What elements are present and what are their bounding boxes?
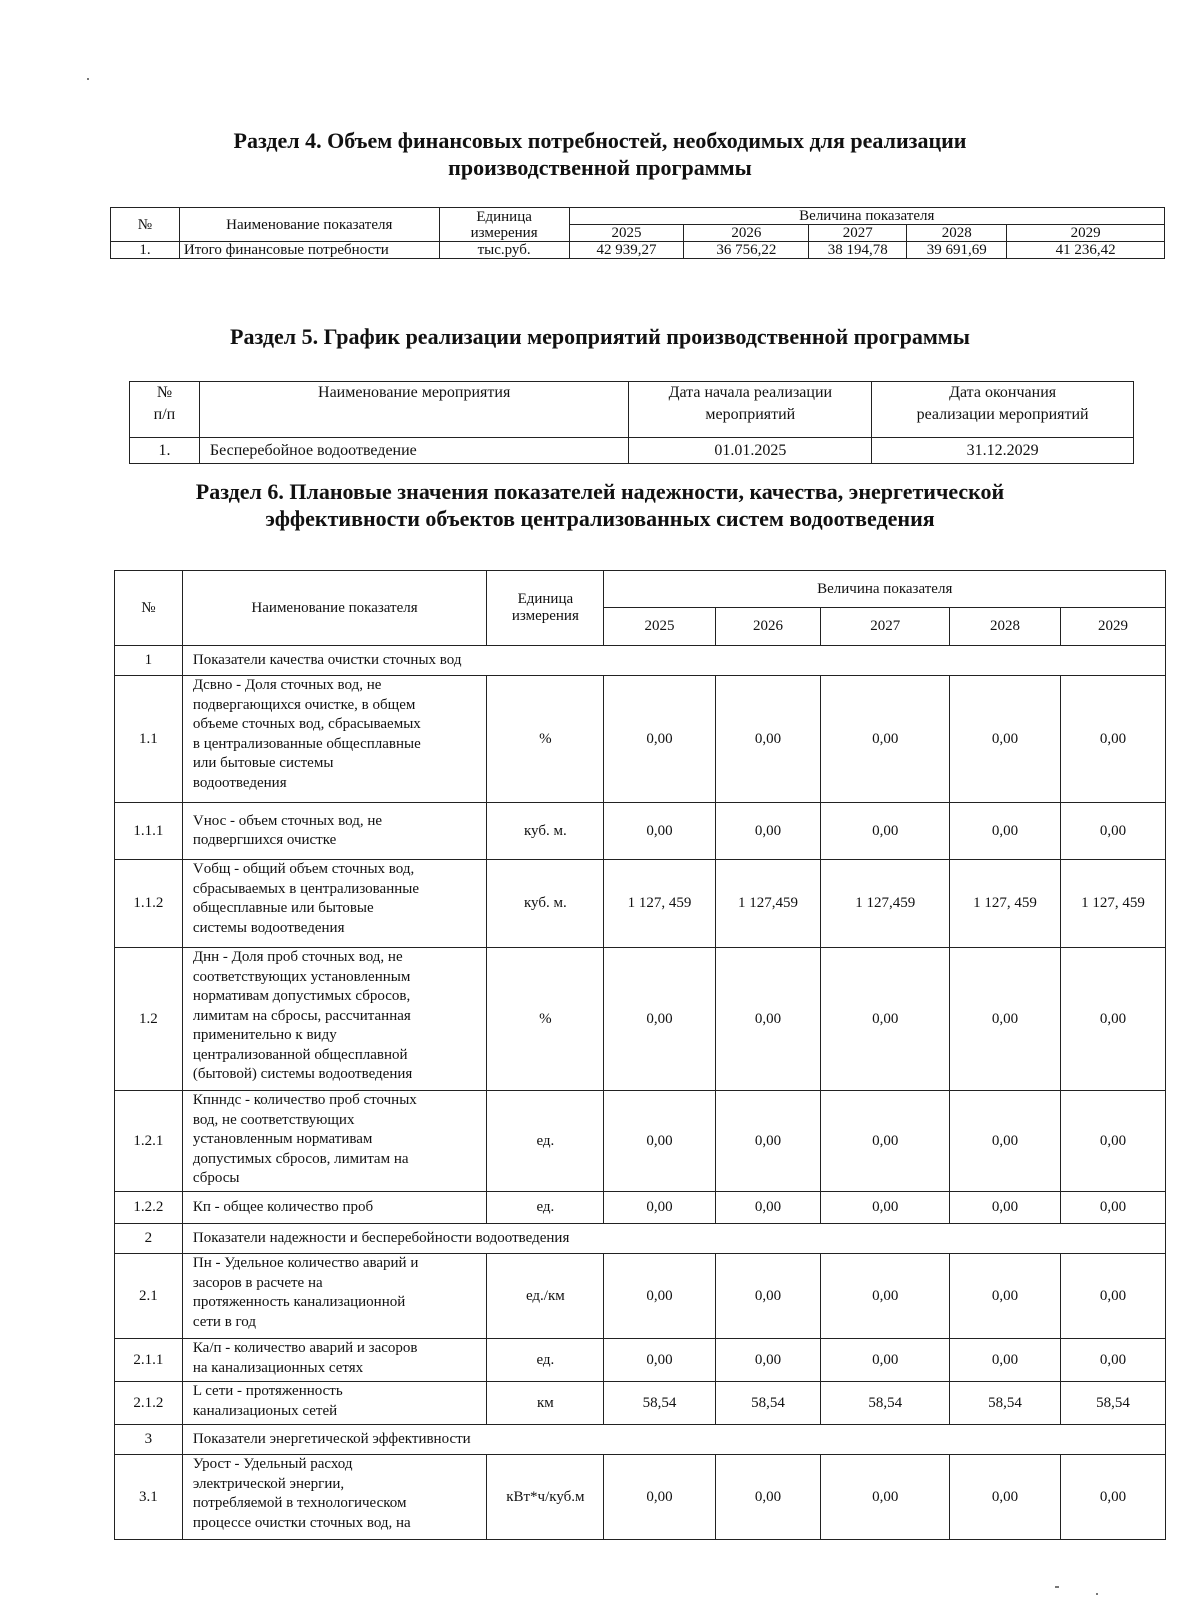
section4-title-line1: Раздел 4. Объем финансовых потребностей, необходимых для реализации — [233, 128, 967, 153]
row-end: 31.12.2029 — [872, 438, 1134, 464]
section6-title — [0, 478, 1200, 532]
section6-title-line1: Раздел 6. Плановые значения показателей надежности, качества, энергетической — [195, 479, 1005, 504]
row-value: 0,00 — [715, 1091, 821, 1192]
table-row — [115, 1254, 1166, 1339]
row-unit: куб. м. — [487, 860, 604, 948]
row-name-line: системы водоотведения — [192, 919, 345, 936]
row-name-line: в централизованные общесплавные — [192, 735, 421, 752]
header-year: 2029 — [1061, 608, 1166, 646]
row-value: 36 756,22 — [684, 242, 809, 259]
row-name — [182, 1382, 486, 1425]
row-value: 39 691,69 — [907, 242, 1007, 259]
row-num: 1.1 — [115, 676, 183, 803]
row-value: 0,00 — [1061, 948, 1166, 1091]
row-name-line: сети в год — [192, 1313, 257, 1330]
row-name-line: лимитам на сбросы, рассчитанная — [192, 1007, 411, 1024]
scan-speck — [87, 78, 89, 80]
row-name — [182, 803, 486, 860]
row-value: 1 127, 459 — [1061, 860, 1166, 948]
row-num: 3.1 — [115, 1455, 183, 1540]
row-value: 0,00 — [821, 676, 950, 803]
row-value: 38 194,78 — [809, 242, 907, 259]
table-row — [115, 860, 1166, 948]
section-num: 3 — [115, 1425, 183, 1455]
row-value: 0,00 — [1061, 803, 1166, 860]
row-value: 0,00 — [821, 1254, 950, 1339]
row-value: 0,00 — [604, 1455, 715, 1540]
row-value: 0,00 — [604, 948, 715, 1091]
row-name-line: объеме сточных вод, сбрасываемых — [192, 716, 421, 732]
row-name-line: установленным нормативам — [192, 1131, 373, 1147]
row-name-line: (бытовой) системы водоотведения — [192, 1066, 413, 1082]
row-name-line: Кп - общее количество проб — [192, 1198, 374, 1215]
section4-title — [0, 127, 1200, 181]
row-value: 58,54 — [604, 1382, 715, 1425]
row-name-line: засоров в расчете на — [192, 1274, 323, 1291]
section-row — [115, 646, 1166, 676]
table-row — [115, 676, 1166, 803]
row-name — [182, 1254, 486, 1339]
row-value: 58,54 — [1061, 1382, 1166, 1425]
header-year: 2028 — [907, 225, 1007, 242]
row-unit: ед. — [487, 1339, 604, 1382]
row-value: 0,00 — [1061, 676, 1166, 803]
row-name — [182, 1455, 486, 1540]
header-unit-line1: Единица — [476, 208, 532, 225]
header-num-line1: № — [156, 384, 173, 401]
row-name-line: канализационых сетей — [192, 1402, 338, 1419]
row-name-line: электрической энергии, — [192, 1475, 345, 1492]
header-unit — [487, 571, 604, 646]
row-value: 0,00 — [715, 676, 821, 803]
row-name-line: централизованной общесплавной — [192, 1046, 408, 1063]
section-num: 2 — [115, 1224, 183, 1254]
row-num: 1.1.2 — [115, 860, 183, 948]
section-name: Показатели надежности и бесперебойности водоотведения — [182, 1224, 1165, 1254]
header-year: 2027 — [821, 608, 950, 646]
row-name-line: соответствующих установленным — [192, 968, 411, 985]
scan-speck — [1096, 1593, 1098, 1595]
row-name: Итого финансовые потребности — [179, 242, 439, 259]
header-name: Наименование показателя — [182, 571, 486, 646]
row-num: 1.2.1 — [115, 1091, 183, 1192]
row-value: 0,00 — [950, 948, 1061, 1091]
header-name: Наименование показателя — [179, 208, 439, 242]
row-value: 1 127, 459 — [950, 860, 1061, 948]
row-name-line: подвергшихся очистке — [192, 832, 337, 848]
row-value: 0,00 — [821, 948, 950, 1091]
row-name-line: вод, не соответствующих — [192, 1111, 355, 1128]
header-num: № — [111, 208, 180, 242]
row-value: 0,00 — [715, 1254, 821, 1339]
row-name-line: Днн - Доля проб сточных вод, не — [192, 949, 403, 965]
section-name: Показатели качества очистки сточных вод — [182, 646, 1165, 676]
row-unit: % — [487, 948, 604, 1091]
section-row — [115, 1224, 1166, 1254]
table-row — [115, 1339, 1166, 1382]
header-value: Величина показателя — [604, 571, 1166, 608]
header-year: 2025 — [604, 608, 715, 646]
row-unit: ед. — [487, 1192, 604, 1224]
row-num: 1.2 — [115, 948, 183, 1091]
row-value: 0,00 — [715, 1339, 821, 1382]
header-year: 2028 — [950, 608, 1061, 646]
row-name-line: Vобщ - общий объем сточных вод, — [192, 861, 415, 877]
row-unit: ед./км — [487, 1254, 604, 1339]
row-name — [182, 1091, 486, 1192]
header-year: 2029 — [1007, 225, 1165, 242]
row-value: 0,00 — [950, 1254, 1061, 1339]
row-unit: ед. — [487, 1091, 604, 1192]
row-value: 0,00 — [821, 1091, 950, 1192]
header-num: № — [115, 571, 183, 646]
row-value: 0,00 — [715, 1192, 821, 1224]
section-name: Показатели энергетической эффективности — [182, 1425, 1165, 1455]
header-name: Наименование мероприятия — [199, 382, 629, 438]
row-value: 0,00 — [1061, 1192, 1166, 1224]
table-row — [115, 1455, 1166, 1540]
row-unit: кВт*ч/куб.м — [487, 1455, 604, 1540]
row-value: 0,00 — [950, 1091, 1061, 1192]
header-year: 2026 — [684, 225, 809, 242]
row-value: 58,54 — [950, 1382, 1061, 1425]
row-name-line: потребляемой в технологическом — [192, 1495, 407, 1511]
row-value: 0,00 — [1061, 1091, 1166, 1192]
section-num: 1 — [115, 646, 183, 676]
table-row — [115, 1382, 1166, 1425]
row-value: 1 127,459 — [715, 860, 821, 948]
row-value: 0,00 — [604, 676, 715, 803]
header-unit — [439, 208, 569, 242]
row-name-line: на канализационных сетях — [192, 1359, 364, 1376]
table-row — [115, 803, 1166, 860]
row-name-line: водоотведения — [192, 774, 287, 791]
row-value: 0,00 — [604, 1339, 715, 1382]
header-start-line1: Дата начала реализации — [668, 384, 833, 401]
indicators-table — [114, 570, 1166, 1540]
row-name-line: Vнос - объем сточных вод, не — [192, 812, 383, 829]
row-name — [182, 860, 486, 948]
row-name-line: Урост - Удельный расход — [192, 1456, 353, 1472]
row-value: 0,00 — [715, 803, 821, 860]
row-value: 0,00 — [950, 1455, 1061, 1540]
row-name-line: подвергающихся очистке, в общем — [192, 696, 416, 713]
row-num: 1. — [130, 438, 200, 464]
section5-title: Раздел 5. График реализации мероприятий производственной программы — [230, 324, 970, 349]
row-name-line: Ка/п - количество аварий и засоров — [192, 1340, 418, 1356]
row-value: 0,00 — [950, 1339, 1061, 1382]
row-name-line: L сети - протяженность — [192, 1383, 343, 1399]
row-value: 0,00 — [604, 1192, 715, 1224]
header-end-line2: реализации мероприятий — [916, 406, 1089, 423]
row-num: 2.1 — [115, 1254, 183, 1339]
row-value: 0,00 — [950, 1192, 1061, 1224]
row-name — [182, 948, 486, 1091]
table-row — [115, 1192, 1166, 1224]
row-name-line: нормативам допустимых сбросов, — [192, 988, 411, 1004]
row-value: 41 236,42 — [1007, 242, 1165, 259]
row-value: 0,00 — [604, 803, 715, 860]
row-num: 2.1.1 — [115, 1339, 183, 1382]
row-unit: км — [487, 1382, 604, 1425]
row-value: 0,00 — [1061, 1254, 1166, 1339]
row-start: 01.01.2025 — [629, 438, 872, 464]
row-unit: % — [487, 676, 604, 803]
row-value: 0,00 — [821, 1339, 950, 1382]
header-unit-line1: Единица — [517, 591, 574, 607]
row-unit: тыс.руб. — [439, 242, 569, 259]
row-value: 0,00 — [821, 803, 950, 860]
section6-title-line2: эффективности объектов централизованных систем водоотведения — [265, 506, 935, 531]
header-end — [872, 382, 1134, 438]
row-value: 0,00 — [1061, 1455, 1166, 1540]
header-year: 2026 — [715, 608, 821, 646]
row-value: 0,00 — [715, 948, 821, 1091]
row-name-line: сбрасываемых в централизованные — [192, 880, 420, 897]
scan-speck — [1055, 1586, 1059, 1588]
table-row — [130, 438, 1134, 464]
header-num — [130, 382, 200, 438]
row-value: 0,00 — [821, 1192, 950, 1224]
row-value: 0,00 — [715, 1455, 821, 1540]
row-name — [182, 1339, 486, 1382]
row-num: 1.1.1 — [115, 803, 183, 860]
header-year: 2025 — [569, 225, 684, 242]
row-value: 1 127,459 — [821, 860, 950, 948]
row-num: 1. — [111, 242, 180, 259]
table-row — [115, 1091, 1166, 1192]
header-end-line1: Дата окончания — [949, 384, 1057, 401]
row-num: 2.1.2 — [115, 1382, 183, 1425]
row-name-line: протяженность канализационной — [192, 1294, 406, 1310]
row-value: 0,00 — [604, 1254, 715, 1339]
row-value: 0,00 — [604, 1091, 715, 1192]
row-name-line: Кпнндс - количество проб сточных — [192, 1092, 417, 1108]
row-name-line: Пн - Удельное количество аварий и — [192, 1255, 419, 1271]
section-row — [115, 1425, 1166, 1455]
row-name-line: или бытовые системы — [192, 755, 334, 771]
section4-title-line2: производственной программы — [448, 155, 752, 180]
row-name-line: допустимых сбросов, лимитам на — [192, 1150, 409, 1167]
row-name-line: общесплавные или бытовые — [192, 900, 374, 916]
row-num: 1.2.2 — [115, 1192, 183, 1224]
header-start — [629, 382, 872, 438]
row-value: 58,54 — [821, 1382, 950, 1425]
header-start-line2: мероприятий — [705, 406, 796, 423]
row-value: 0,00 — [950, 803, 1061, 860]
row-name — [182, 676, 486, 803]
row-name-line: процессе очистки сточных вод, на — [192, 1514, 411, 1531]
row-value: 0,00 — [821, 1455, 950, 1540]
table-row — [115, 948, 1166, 1091]
financial-needs-table — [110, 207, 1165, 259]
row-value: 0,00 — [1061, 1339, 1166, 1382]
row-name-line: Дсвно - Доля сточных вод, не — [192, 677, 382, 693]
header-value: Величина показателя — [569, 208, 1164, 225]
row-value: 42 939,27 — [569, 242, 684, 259]
header-num-line2: п/п — [153, 406, 176, 423]
schedule-table — [129, 381, 1134, 464]
row-value: 1 127, 459 — [604, 860, 715, 948]
row-name — [182, 1192, 486, 1224]
row-name-line: применительно к виду — [192, 1027, 337, 1043]
row-value: 0,00 — [950, 676, 1061, 803]
row-name-line: сбросы — [192, 1170, 240, 1186]
header-year: 2027 — [809, 225, 907, 242]
header-unit-line2: измерения — [511, 608, 579, 624]
table-row — [111, 242, 1165, 259]
row-value: 58,54 — [715, 1382, 821, 1425]
row-unit: куб. м. — [487, 803, 604, 860]
row-name: Бесперебойное водоотведение — [199, 438, 629, 464]
header-unit-line2: измерения — [470, 224, 538, 241]
